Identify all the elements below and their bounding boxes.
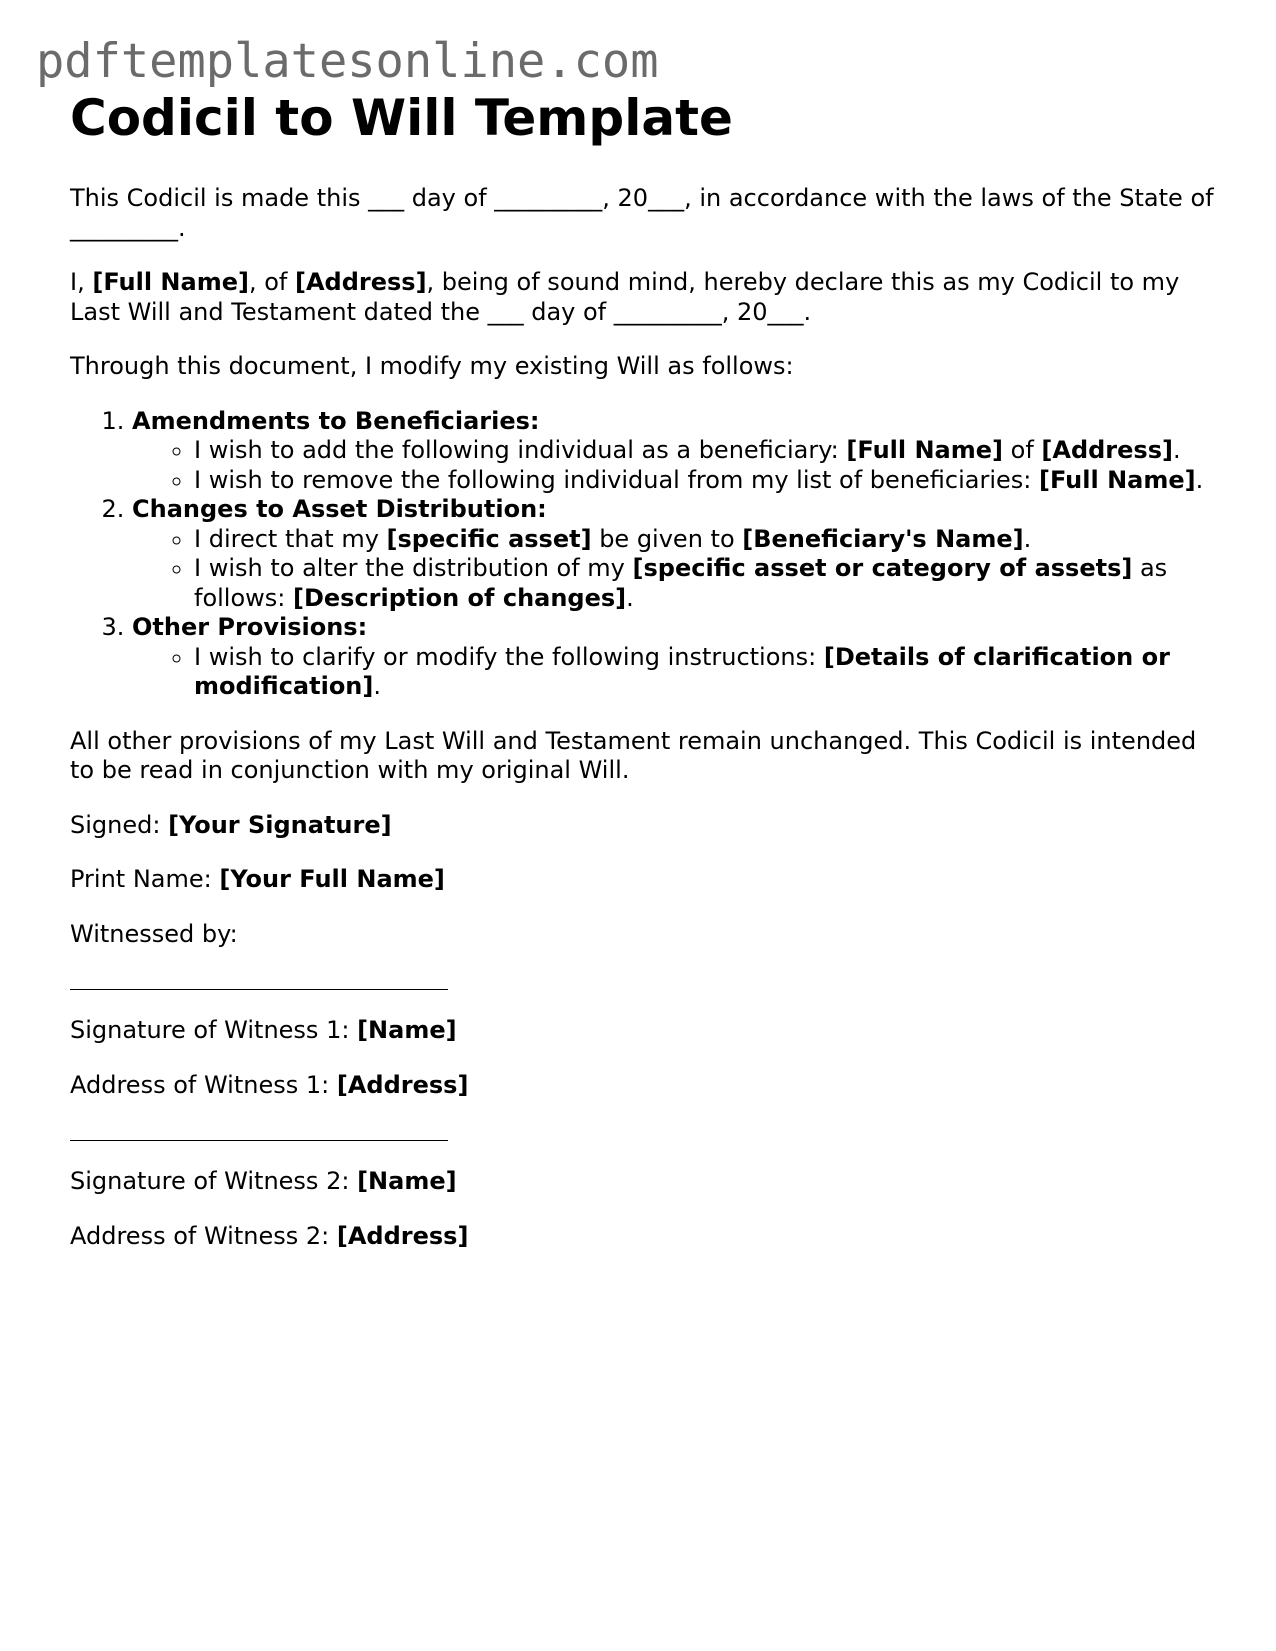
print-name-label: Print Name: xyxy=(70,865,220,893)
section-heading: Amendments to Beneficiaries: xyxy=(132,406,540,435)
period: . xyxy=(373,672,381,700)
list-item xyxy=(194,643,1220,702)
witness-2-signature xyxy=(70,1167,1220,1197)
declaration-text-2: , of xyxy=(248,268,295,296)
modifications-list xyxy=(70,407,1220,702)
witness-1-address-label: Address of Witness 1: xyxy=(70,1070,337,1099)
placeholder-beneficiary-name: [Beneficiary's Name] xyxy=(742,524,1024,553)
witness-2-name-placeholder: [Name] xyxy=(357,1167,457,1195)
placeholder-full-name: [Full Name] xyxy=(1039,465,1196,494)
sublist xyxy=(132,525,1220,614)
witness-1-signature-label: Signature of Witness 1: xyxy=(70,1016,358,1044)
list-item xyxy=(194,525,1220,555)
list-item xyxy=(194,466,1220,496)
witness-2-address-label: Address of Witness 2: xyxy=(70,1221,337,1250)
item-text: I wish to alter the distribution of my xyxy=(194,554,633,582)
document-body xyxy=(70,88,1220,1276)
placeholder-details: [Details of clarification or modification] xyxy=(194,642,1170,700)
witness-1-address xyxy=(70,1071,1220,1101)
declaration-text-1: I, xyxy=(70,268,93,296)
item-text: as follows: xyxy=(194,554,1168,612)
watermark: pdftemplatesonline.com xyxy=(36,34,659,89)
modify-intro: Through this document, I modify my existing Will as follows: xyxy=(70,352,794,380)
witness-1-signature xyxy=(70,1016,1220,1046)
witness-2-signature-line xyxy=(70,1140,448,1141)
declaration-paragraph xyxy=(70,268,1220,327)
item-text: of xyxy=(1003,436,1042,464)
sublist xyxy=(132,436,1220,495)
witness-1-name-placeholder: [Name] xyxy=(357,1016,457,1044)
placeholder-description: [Description of changes] xyxy=(293,583,627,612)
witness-1-address-placeholder: [Address] xyxy=(336,1070,469,1099)
placeholder-asset-category: [specific asset or category of assets] xyxy=(632,554,1133,582)
section-asset-distribution xyxy=(132,495,1220,613)
witness-2-address xyxy=(70,1222,1220,1252)
item-text: I wish to remove the following individual from my list of beneficiaries: xyxy=(194,465,1039,494)
witness-1-signature-line xyxy=(70,989,448,990)
placeholder-address: [Address] xyxy=(1041,436,1173,464)
item-text: I wish to clarify or modify the following instructions: xyxy=(194,642,824,671)
declarant-address: [Address] xyxy=(294,268,427,296)
declaration-text-3: , being of sound mind, hereby declare this as my Codicil to my Last Will and Testament dated the ___ day of _________, 20___. xyxy=(70,268,1180,326)
section-other-provisions xyxy=(132,613,1220,702)
sublist xyxy=(132,643,1220,702)
item-text: I direct that my xyxy=(194,524,387,553)
signature-placeholder: [Your Signature] xyxy=(168,810,392,839)
declarant-name: [Full Name] xyxy=(92,268,249,296)
placeholder-full-name: [Full Name] xyxy=(846,436,1004,464)
signed-label: Signed: xyxy=(70,810,169,839)
period: . xyxy=(626,583,634,612)
period: . xyxy=(1172,436,1181,464)
section-beneficiaries xyxy=(132,407,1220,496)
period: . xyxy=(1195,465,1204,494)
item-text: I wish to add the following individual as a beneficiary: xyxy=(194,436,847,464)
list-item xyxy=(194,436,1220,466)
period: . xyxy=(1023,524,1032,553)
witnessed-by: Witnessed by: xyxy=(70,919,238,948)
intro-text: This Codicil is made this ___ day of _________, 20___, in accordance with the laws of the State of _________. xyxy=(70,184,1214,242)
witness-2-signature-label: Signature of Witness 2: xyxy=(70,1167,358,1195)
list-item xyxy=(194,554,1220,613)
item-text: be given to xyxy=(591,524,743,553)
witness-2-address-placeholder: [Address] xyxy=(336,1221,469,1250)
closing-paragraph: All other provisions of my Last Will and Testament remain unchanged. This Codicil is intended to be read in conjunction with my original Will. xyxy=(70,726,1197,784)
placeholder-specific-asset: [specific asset] xyxy=(386,524,592,553)
print-name-line xyxy=(70,865,1220,895)
signed-line xyxy=(70,811,1220,841)
section-heading: Other Provisions: xyxy=(132,613,368,641)
intro-paragraph xyxy=(70,184,1220,243)
full-name-placeholder: [Your Full Name] xyxy=(219,865,445,893)
document-title: Codicil to Will Template xyxy=(70,89,733,147)
section-heading: Changes to Asset Distribution: xyxy=(132,495,547,523)
